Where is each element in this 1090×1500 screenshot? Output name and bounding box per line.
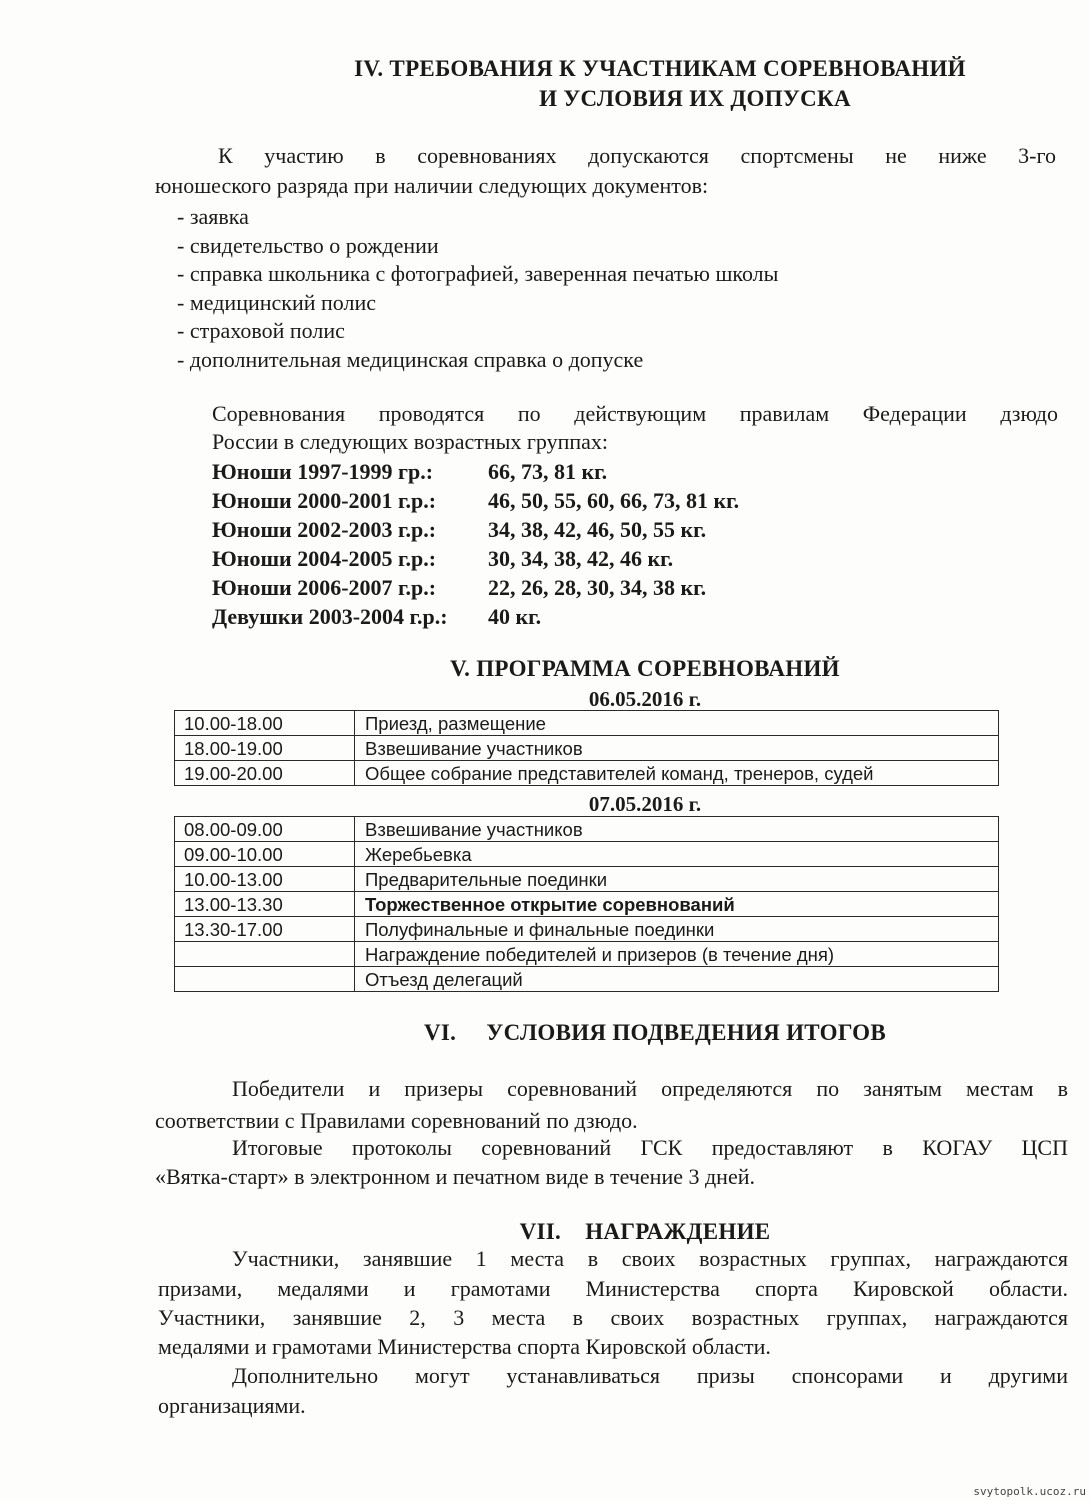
table-row: [175, 917, 999, 942]
age-group-label: Юноши 2006-2007 г.р.:: [212, 575, 437, 600]
time-cell: 08.00-09.00: [175, 817, 355, 842]
time-cell: 10.00-13.00: [175, 867, 355, 892]
event-cell: Предварительные поединки: [355, 867, 999, 892]
age-group-row: [212, 457, 1012, 486]
table-row: [175, 892, 999, 917]
table-row: [175, 842, 999, 867]
event-cell: Награждение победителей и призеров (в течение дня): [355, 942, 999, 967]
document-item: - дополнительная медицинская справка о допуске: [177, 346, 644, 372]
age-group-row: [212, 486, 1012, 515]
age-group-row: [212, 515, 1012, 544]
awards-p2-line1: Дополнительно могут устанавливаться призы спонсорами и другими: [232, 1363, 1068, 1388]
section-7-title: VII. НАГРАЖДЕНИЕ: [519, 1219, 771, 1244]
document-item: - справка школьника с фотографией, заверенная печатью школы: [177, 261, 779, 286]
time-cell: [175, 967, 355, 992]
time-cell: [175, 942, 355, 967]
awards-p1-line2: призами, медалями и грамотами Министерства спорта Кировской области.: [158, 1276, 1068, 1301]
event-cell: Отъезд делегаций: [355, 967, 999, 992]
event-cell: Общее собрание представителей команд, тренеров, судей: [355, 761, 999, 786]
documents-list: [177, 203, 977, 374]
time-cell: 13.30-17.00: [175, 917, 355, 942]
age-group-weights: 22, 26, 28, 30, 34, 38 кг.: [488, 575, 707, 600]
event-cell: Взвешивание участников: [355, 736, 999, 761]
results-p1-line1: Победители и призеры соревнований определяются по занятым местам в: [232, 1076, 1068, 1101]
age-group-weights: 46, 50, 55, 60, 66, 73, 81 кг.: [488, 488, 740, 513]
time-cell: 09.00-10.00: [175, 842, 355, 867]
results-p2-line1: Итоговые протоколы соревнований ГСК предоставляют в КОГАУ ЦСП: [232, 1135, 1068, 1160]
document-item: - свидетельство о рождении: [177, 232, 439, 258]
rules-line-2: России в следующих возрастных группах:: [212, 429, 609, 454]
results-p1-line2: соответствии с Правилами соревнований по дзюдо.: [155, 1108, 638, 1133]
event-cell: Торжественное открытие соревнований: [355, 892, 999, 917]
section-4-title-line2: И УСЛОВИЯ ИХ ДОПУСКА: [539, 86, 851, 111]
awards-p1-line4: медалями и грамотами Министерства спорта Кировской области.: [158, 1334, 771, 1359]
schedule-table-day-1: [174, 710, 999, 786]
results-p2-line2: «Вятка-старт» в электронном и печатном виде в течение 3 дней.: [155, 1164, 755, 1189]
schedule-table-day-2: [174, 816, 999, 992]
table-row: [175, 817, 999, 842]
table-row: [175, 867, 999, 892]
time-cell: 10.00-18.00: [175, 711, 355, 736]
age-group-weights: 66, 73, 81 кг.: [488, 459, 608, 484]
table-row: [175, 967, 999, 992]
day-1-date: 06.05.2016 г.: [588, 687, 702, 711]
age-group-row: [212, 544, 1012, 573]
age-group-label: Юноши 2002-2003 г.р.:: [212, 517, 437, 542]
event-cell: Приезд, размещение: [355, 711, 999, 736]
age-group-weights: 30, 34, 38, 42, 46 кг.: [488, 546, 674, 571]
time-cell: 18.00-19.00: [175, 736, 355, 761]
age-group-label: Юноши 2004-2005 г.р.:: [212, 546, 437, 571]
age-group-row: [212, 602, 1012, 631]
watermark: svytopolk.ucoz.ru: [973, 1485, 1086, 1498]
table-row: [175, 711, 999, 736]
age-group-label: Девушки 2003-2004 г.р.:: [212, 604, 448, 629]
document-item: - страховой полис: [177, 318, 345, 343]
time-cell: 13.00-13.30: [175, 892, 355, 917]
intro-line-2: юношеского разряда при наличии следующих документов:: [155, 173, 709, 198]
document-item: - заявка: [177, 204, 249, 229]
age-group-label: Юноши 2000-2001 г.р.:: [212, 488, 437, 513]
event-cell: Взвешивание участников: [355, 817, 999, 842]
awards-p1-line3: Участники, занявшие 2, 3 места в своих возрастных группах, награждаются: [158, 1305, 1068, 1330]
table-row: [175, 942, 999, 967]
section-4-title-line1: IV. ТРЕБОВАНИЯ К УЧАСТНИКАМ СОРЕВНОВАНИЙ: [354, 56, 966, 81]
rules-line-1: Соревнования проводятся по действующим правилам Федерации дзюдо: [212, 401, 1058, 426]
event-cell: Полуфинальные и финальные поединки: [355, 917, 999, 942]
intro-line-1: К участию в соревнованиях допускаются спортсмены не ниже 3-го: [218, 143, 1056, 168]
age-group-weights: 34, 38, 42, 46, 50, 55 кг.: [488, 517, 707, 542]
awards-p2-line2: организациями.: [158, 1393, 306, 1418]
age-group-row: [212, 573, 1012, 602]
age-group-weights: 40 кг.: [488, 604, 542, 629]
awards-p1-line1: Участники, занявшие 1 места в своих возрастных группах, награждаются: [232, 1246, 1068, 1271]
time-cell: 19.00-20.00: [175, 761, 355, 786]
age-group-label: Юноши 1997-1999 гр.:: [212, 459, 434, 484]
document-item: - медицинский полис: [177, 289, 377, 315]
age-groups-list: [212, 457, 1012, 631]
event-cell: Жеребьевка: [355, 842, 999, 867]
table-row: [175, 736, 999, 761]
table-row: [175, 761, 999, 786]
day-2-date: 07.05.2016 г.: [588, 792, 702, 816]
section-6-title: VI. УСЛОВИЯ ПОДВЕДЕНИЯ ИТОГОВ: [423, 1020, 887, 1045]
section-5-title: V. ПРОГРАММА СОРЕВНОВАНИЙ: [450, 656, 840, 681]
